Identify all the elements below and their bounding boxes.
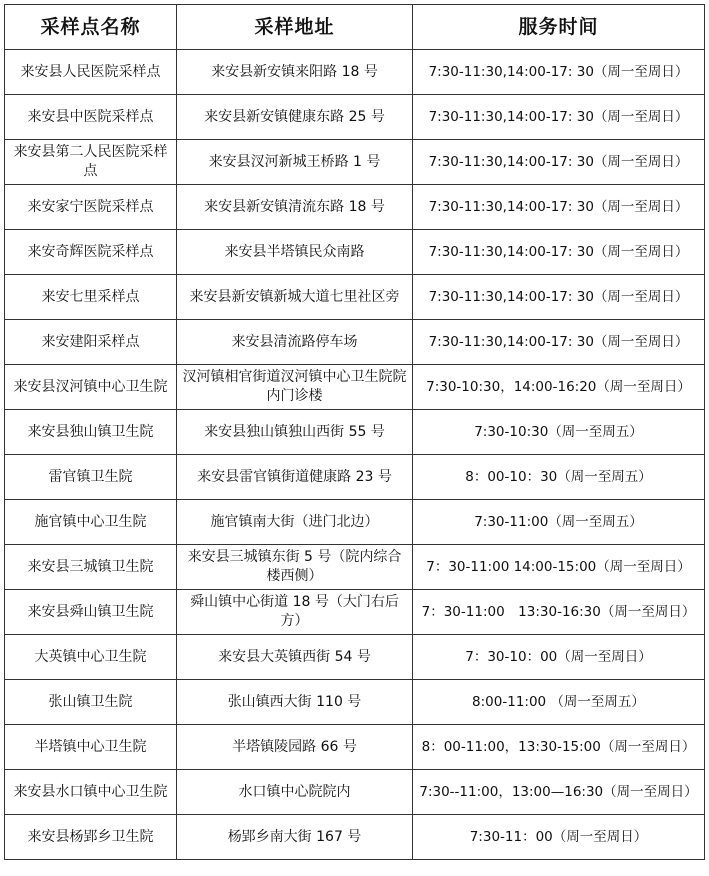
table-row: [5, 140, 705, 185]
address-cell: 来安县三城镇东街 5 号（院内综合楼西侧）: [177, 545, 413, 590]
site-name-cell: 来安县中医院采样点: [5, 95, 177, 140]
site-name-cell: 来安县独山镇卫生院: [5, 410, 177, 455]
site-name-cell: 大英镇中心卫生院: [5, 635, 177, 680]
table-row: [5, 230, 705, 275]
address-cell: 张山镇西大街 110 号: [177, 680, 413, 725]
site-name-cell: 施官镇中心卫生院: [5, 500, 177, 545]
sampling-sites-table: [4, 4, 705, 860]
service-hours-cell: 7:30-11:30,14:00-17: 30（周一至周日）: [413, 140, 705, 185]
table-row: [5, 725, 705, 770]
site-name-cell: 来安县舜山镇卫生院: [5, 590, 177, 635]
site-name-cell: 来安县杨郢乡卫生院: [5, 815, 177, 860]
column-header-service-hours: 服务时间: [413, 5, 705, 50]
address-cell: 施官镇南大街（进门北边）: [177, 500, 413, 545]
site-name-cell: 来安奇辉医院采样点: [5, 230, 177, 275]
address-cell: 来安县新安镇新城大道七里社区旁: [177, 275, 413, 320]
site-name-cell: 来安县水口镇中心卫生院: [5, 770, 177, 815]
address-cell: 半塔镇陵园路 66 号: [177, 725, 413, 770]
service-hours-cell: 7:30-11:30,14:00-17: 30（周一至周日）: [413, 230, 705, 275]
service-hours-cell: 7：30-10：00（周一至周日）: [413, 635, 705, 680]
table-row: [5, 365, 705, 410]
table-row: [5, 410, 705, 455]
service-hours-cell: 7:30-11:30,14:00-17: 30（周一至周日）: [413, 185, 705, 230]
service-hours-cell: 7:30-11:30,14:00-17: 30（周一至周日）: [413, 50, 705, 95]
service-hours-cell: 7：30-11:00 14:00-15:00（周一至周日）: [413, 545, 705, 590]
service-hours-cell: 7:30-10:30（周一至周五）: [413, 410, 705, 455]
site-name-cell: 来安建阳采样点: [5, 320, 177, 365]
site-name-cell: 来安县第二人民医院采样点: [5, 140, 177, 185]
service-hours-cell: 7:30-11:30,14:00-17: 30（周一至周日）: [413, 275, 705, 320]
address-cell: 来安县新安镇健康东路 25 号: [177, 95, 413, 140]
table-row: [5, 680, 705, 725]
address-cell: 来安县新安镇来阳路 18 号: [177, 50, 413, 95]
address-cell: 来安县汊河新城王桥路 1 号: [177, 140, 413, 185]
site-name-cell: 来安七里采样点: [5, 275, 177, 320]
service-hours-cell: 7:30-11:00（周一至周五）: [413, 500, 705, 545]
service-hours-cell: 7:30-11：00（周一至周日）: [413, 815, 705, 860]
service-hours-cell: 7:30-11:30,14:00-17: 30（周一至周日）: [413, 95, 705, 140]
table-row: [5, 50, 705, 95]
table-row: [5, 590, 705, 635]
service-hours-cell: 8：00-11:00，13:30-15:00（周一至周日）: [413, 725, 705, 770]
address-cell: 杨郢乡南大街 167 号: [177, 815, 413, 860]
table-row: [5, 500, 705, 545]
table-row: [5, 455, 705, 500]
table-row: [5, 275, 705, 320]
table-row: [5, 635, 705, 680]
table-header-row: [5, 5, 705, 50]
address-cell: 来安县雷官镇街道健康路 23 号: [177, 455, 413, 500]
service-hours-cell: 7:30-10:30，14:00-16:20（周一至周日）: [413, 365, 705, 410]
table-row: [5, 545, 705, 590]
address-cell: 汊河镇相官街道汊河镇中心卫生院院内门诊楼: [177, 365, 413, 410]
column-header-site-name: 采样点名称: [5, 5, 177, 50]
address-cell: 舜山镇中心街道 18 号（大门右后方）: [177, 590, 413, 635]
service-hours-cell: 8:00-11:00 （周一至周五）: [413, 680, 705, 725]
service-hours-cell: 8：00-10：30（周一至周五）: [413, 455, 705, 500]
table-body: [5, 50, 705, 860]
service-hours-cell: 7:30-11:30,14:00-17: 30（周一至周日）: [413, 320, 705, 365]
address-cell: 水口镇中心院院内: [177, 770, 413, 815]
table-row: [5, 185, 705, 230]
address-cell: 来安县半塔镇民众南路: [177, 230, 413, 275]
site-name-cell: 半塔镇中心卫生院: [5, 725, 177, 770]
table-row: [5, 95, 705, 140]
site-name-cell: 来安县人民医院采样点: [5, 50, 177, 95]
service-hours-cell: 7：30-11:00 13:30-16:30（周一至周日）: [413, 590, 705, 635]
site-name-cell: 来安县汊河镇中心卫生院: [5, 365, 177, 410]
site-name-cell: 雷官镇卫生院: [5, 455, 177, 500]
address-cell: 来安县大英镇西街 54 号: [177, 635, 413, 680]
address-cell: 来安县独山镇独山西街 55 号: [177, 410, 413, 455]
address-cell: 来安县清流路停车场: [177, 320, 413, 365]
site-name-cell: 来安县三城镇卫生院: [5, 545, 177, 590]
address-cell: 来安县新安镇清流东路 18 号: [177, 185, 413, 230]
table-row: [5, 815, 705, 860]
site-name-cell: 张山镇卫生院: [5, 680, 177, 725]
column-header-address: 采样地址: [177, 5, 413, 50]
table-row: [5, 770, 705, 815]
site-name-cell: 来安家宁医院采样点: [5, 185, 177, 230]
service-hours-cell: 7:30--11:00，13:00—16:30（周一至周日）: [413, 770, 705, 815]
table-row: [5, 320, 705, 365]
